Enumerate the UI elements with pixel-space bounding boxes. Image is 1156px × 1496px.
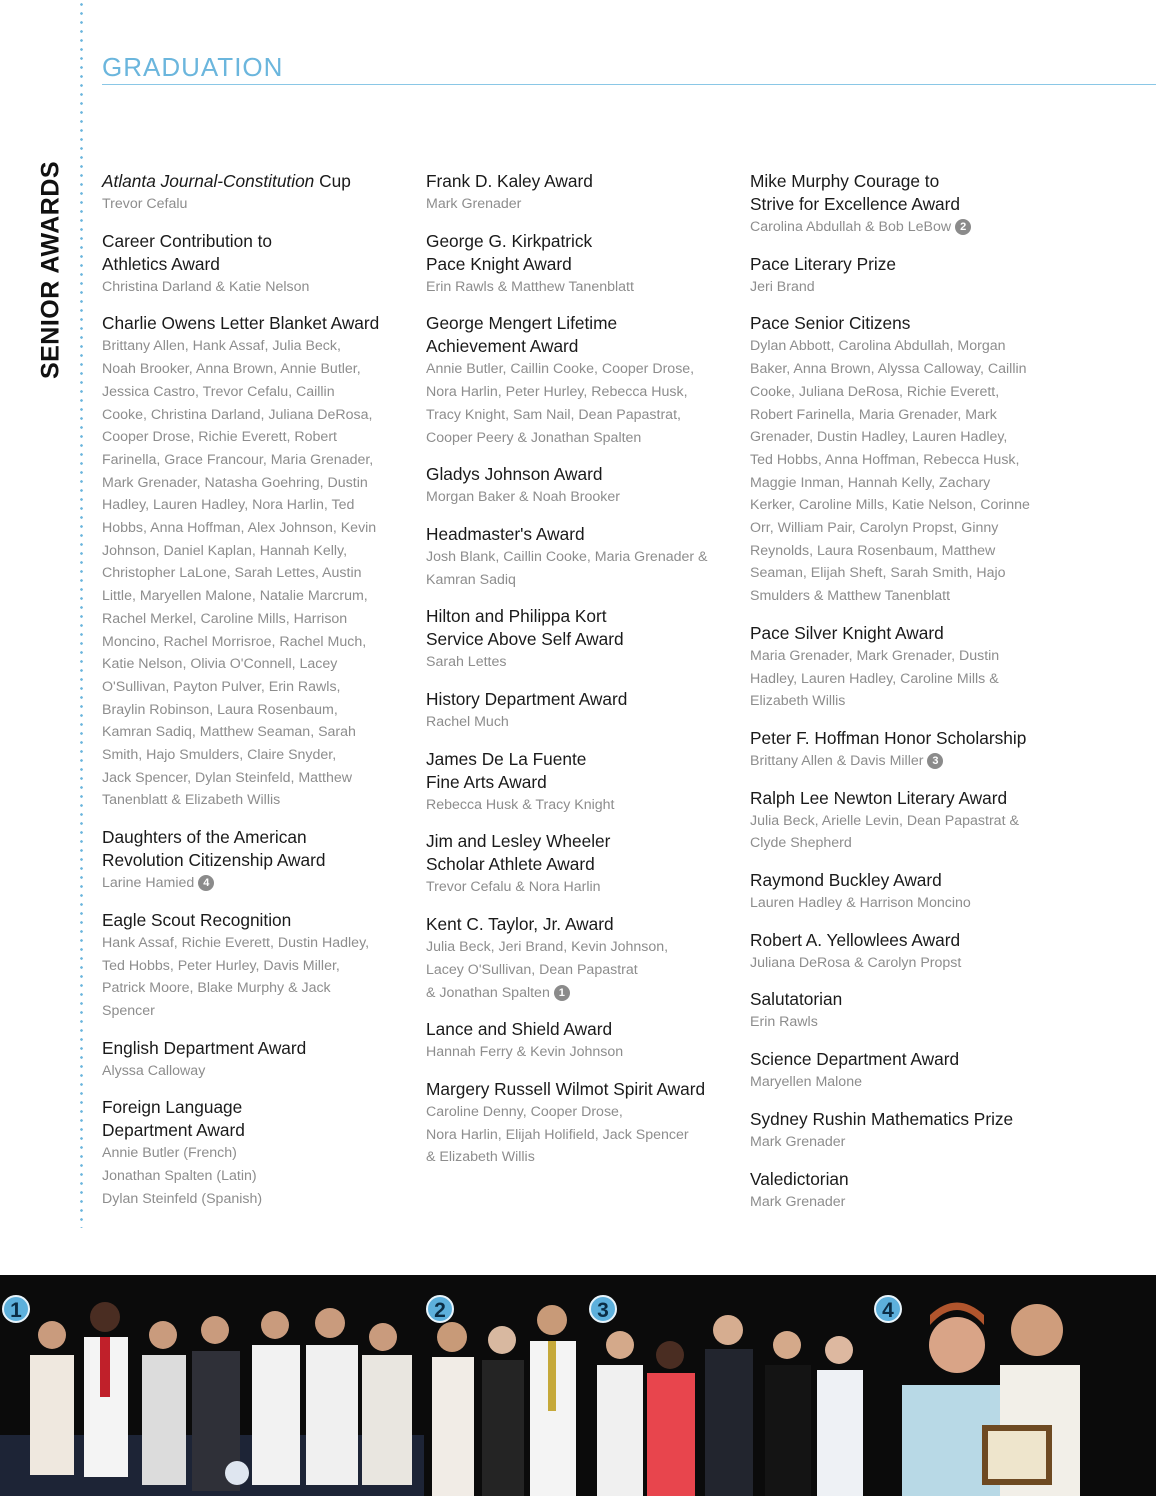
recipient-line: Julia Beck, Arielle Levin, Dean Papastrat & <box>750 812 1019 829</box>
award-name-text: Pace Silver Knight Award <box>750 622 944 643</box>
award-recipients <box>426 358 738 381</box>
award-name-text: Salutatorian <box>750 989 843 1010</box>
recipient-line: Christina Darland & Katie Nelson <box>102 278 310 295</box>
recipient-line: Ted Hobbs, Anna Hoffman, Rebecca Husk, <box>750 451 1020 468</box>
recipient-line: Cooper Drose, Richie Everett, Robert <box>102 429 337 446</box>
award-name <box>102 312 412 335</box>
award-recipients <box>102 699 412 722</box>
recipient-line: Kamran Sadiq, Matthew Seaman, Sarah <box>102 724 356 741</box>
recipient-line: Hadley, Lauren Hadley, Caroline Mills & <box>750 670 999 687</box>
photo-reference-badge: 1 <box>554 985 570 1001</box>
award-recipients <box>426 794 738 817</box>
award-recipients <box>750 892 1056 915</box>
award-recipients <box>426 546 738 569</box>
award-name-text: Margery Russell Wilmot Spirit Award <box>426 1078 706 1099</box>
recipient-line: Rebecca Husk & Tracy Knight <box>426 796 615 813</box>
recipient-line: Alyssa Calloway <box>102 1062 206 1079</box>
award-recipients <box>102 193 412 216</box>
award-name: Achievement Award <box>426 336 579 357</box>
award-recipients <box>426 936 738 959</box>
recipient-line: & Elizabeth Willis <box>426 1149 535 1166</box>
recipient-line: Trevor Cefalu <box>102 196 188 212</box>
award-photo-2 <box>424 1275 587 1496</box>
award-recipients <box>750 562 1056 585</box>
award-recipients <box>750 517 1056 540</box>
award-recipients <box>426 1124 738 1147</box>
award-recipients <box>750 832 1056 855</box>
recipient-line: Patrick Moore, Blake Murphy & Jack <box>102 980 331 997</box>
award-entry <box>750 787 1056 855</box>
awards-column-2 <box>426 170 738 1183</box>
dotted-divider <box>80 0 83 1228</box>
recipient-line: Brittany Allen, Hank Assaf, Julia Beck, <box>102 338 341 355</box>
award-recipients <box>750 1011 1056 1034</box>
award-entry <box>102 909 412 1023</box>
award-recipients <box>102 381 412 404</box>
award-recipients <box>102 744 412 767</box>
recipient-line: Smith, Hajo Smulders, Claire Snyder, <box>102 747 337 764</box>
award-entry <box>426 913 738 1004</box>
award-name <box>426 463 738 486</box>
recipient-line: Tanenblatt & Elizabeth Willis <box>102 792 281 809</box>
recipient-line: Kerker, Caroline Mills, Katie Nelson, Corinne <box>750 497 1030 514</box>
award-name: Athletics Award <box>102 253 220 274</box>
award-recipients <box>750 276 1056 299</box>
award-entry <box>102 1037 412 1083</box>
award-recipients <box>102 1165 412 1188</box>
award-entry <box>426 688 738 734</box>
photo-1-image <box>0 1275 424 1496</box>
award-name: Daughters of the American <box>102 827 307 848</box>
photo-number-1: 1 <box>2 1295 30 1323</box>
recipient-line: Erin Rawls & Matthew Tanenblatt <box>426 278 634 295</box>
award-recipients <box>102 608 412 631</box>
award-name: Pace Knight Award <box>426 253 572 274</box>
recipient-line: Mark Grenader <box>426 196 522 212</box>
award-recipients <box>102 872 412 895</box>
award-recipients <box>102 955 412 978</box>
recipient-line: Seaman, Elijah Sheft, Sarah Smith, Hajo <box>750 565 1006 582</box>
award-name <box>750 869 1056 892</box>
award-entry <box>426 748 738 817</box>
award-name-text: Charlie Owens Letter Blanket Award <box>102 313 380 334</box>
award-name: Mike Murphy Courage to <box>750 171 940 191</box>
award-entry <box>426 312 738 449</box>
award-entry <box>102 826 412 895</box>
award-name <box>426 170 738 193</box>
award-entry <box>750 622 1056 713</box>
recipient-line: Jack Spencer, Dylan Steinfeld, Matthew <box>102 769 352 786</box>
award-recipients <box>102 585 412 608</box>
recipient-line: Hank Assaf, Richie Everett, Dustin Hadley, <box>102 934 370 951</box>
award-name: Career Contribution to <box>102 230 273 251</box>
award-recipients <box>102 276 412 299</box>
award-recipients <box>426 711 738 734</box>
award-recipients <box>750 335 1056 358</box>
award-name <box>102 909 412 932</box>
recipient-line: Noah Brooker, Anna Brown, Annie Butler, <box>102 361 361 378</box>
photo-reference-badge: 3 <box>927 753 943 769</box>
award-recipients <box>426 381 738 404</box>
award-photo-3 <box>587 1275 872 1496</box>
recipient-line: Annie Butler (French) <box>102 1145 237 1162</box>
award-name-text: Robert A. Yellowlees Award <box>750 929 961 950</box>
award-recipients <box>426 651 738 674</box>
recipient-line: Elizabeth Willis <box>750 693 846 710</box>
award-recipients <box>750 358 1056 381</box>
award-recipients <box>102 517 412 540</box>
recipient-line: Larine Hamied <box>102 875 195 892</box>
award-recipients <box>102 789 412 812</box>
award-recipients <box>750 585 1056 608</box>
award-recipients <box>750 1191 1056 1214</box>
recipient-line: Mark Grenader <box>750 1193 846 1210</box>
award-recipients <box>426 1041 738 1064</box>
award-name-text: English Department Award <box>102 1037 307 1058</box>
recipient-line: Cooke, Juliana DeRosa, Richie Everett, <box>750 383 1000 400</box>
award-recipients <box>750 381 1056 404</box>
awards-column-3 <box>750 170 1056 1227</box>
recipient-line: Braylin Robinson, Laura Rosenbaum, <box>102 701 338 718</box>
award-name <box>750 727 1056 750</box>
recipient-line: O'Sullivan, Payton Pulver, Erin Rawls, <box>102 678 341 695</box>
recipient-line: Robert Farinella, Maria Grenader, Mark <box>750 406 997 423</box>
photo-4-image <box>872 1275 1156 1496</box>
photo-strip <box>0 1275 1156 1496</box>
award-entry <box>750 929 1056 975</box>
award-name-text: Ralph Lee Newton Literary Award <box>750 787 1008 808</box>
award-recipients <box>750 494 1056 517</box>
award-name <box>426 688 738 711</box>
award-recipients <box>102 977 412 1000</box>
award-name: George Mengert Lifetime <box>426 313 618 334</box>
award-recipients <box>750 690 1056 713</box>
award-name: Jim and Lesley Wheeler <box>426 831 611 852</box>
award-recipients <box>102 358 412 381</box>
award-recipients <box>102 767 412 790</box>
recipient-line: Orr, William Pair, Carolyn Propst, Ginny <box>750 520 999 537</box>
award-entry <box>750 1108 1056 1154</box>
award-recipients <box>426 404 738 427</box>
award-recipients <box>102 653 412 676</box>
award-name-text: Pace Senior Citizens <box>750 313 911 334</box>
award-recipients <box>102 676 412 699</box>
awards-column-1 <box>102 170 412 1225</box>
award-recipients <box>426 959 738 982</box>
recipient-line: Moncino, Rachel Morrisroe, Rachel Much, <box>102 633 367 650</box>
recipient-line: Katie Nelson, Olivia O'Connell, Lacey <box>102 656 338 673</box>
award-recipients <box>750 449 1056 472</box>
award-recipients <box>102 932 412 955</box>
award-name-text: Frank D. Kaley Award <box>426 171 593 191</box>
award-name-text: Headmaster's Award <box>426 523 585 544</box>
award-recipients <box>750 668 1056 691</box>
recipient-line: Ted Hobbs, Peter Hurley, Davis Miller, <box>102 957 340 974</box>
award-recipients <box>102 562 412 585</box>
award-entry <box>750 988 1056 1034</box>
award-entry <box>750 170 1056 239</box>
recipient-line: Kamran Sadiq <box>426 571 516 588</box>
recipient-line: Carolina Abdullah & Bob LeBow <box>750 219 952 235</box>
award-recipients <box>426 486 738 509</box>
award-name: Department Award <box>102 1120 245 1141</box>
award-entry <box>426 1018 738 1064</box>
award-name-text: Gladys Johnson Award <box>426 464 603 485</box>
section-label: SENIOR AWARDS <box>36 160 65 380</box>
award-name <box>750 1048 1056 1071</box>
award-entry <box>426 1078 738 1169</box>
recipient-line: Smulders & Matthew Tanenblatt <box>750 588 951 605</box>
award-recipients <box>750 645 1056 668</box>
recipient-line: Sarah Lettes <box>426 654 507 671</box>
award-recipients <box>102 1000 412 1023</box>
award-recipients <box>426 276 738 299</box>
recipient-line: Grenader, Dustin Hadley, Lauren Hadley, <box>750 429 1008 446</box>
award-recipients <box>102 1142 412 1165</box>
photo-number-4: 4 <box>874 1295 902 1323</box>
recipient-line: Dylan Abbott, Carolina Abdullah, Morgan <box>750 338 1006 355</box>
award-recipients <box>426 427 738 450</box>
award-entry <box>750 727 1056 773</box>
award-name-text: Kent C. Taylor, Jr. Award <box>426 914 614 935</box>
award-name: Revolution Citizenship Award <box>102 850 326 871</box>
award-entry <box>426 230 738 299</box>
award-entry <box>102 230 412 299</box>
award-recipients <box>750 750 1056 773</box>
recipient-line: Hannah Ferry & Kevin Johnson <box>426 1044 624 1061</box>
recipient-line: Cooper Peery & Jonathan Spalten <box>426 429 642 446</box>
award-recipients <box>102 472 412 495</box>
recipient-line: Mark Grenader, Natasha Goehring, Dustin <box>102 474 368 491</box>
recipient-line: Lauren Hadley & Harrison Moncino <box>750 895 971 912</box>
recipient-line: Lacey O'Sullivan, Dean Papastrat <box>426 961 638 978</box>
award-recipients <box>426 569 738 592</box>
award-recipients <box>426 1101 738 1124</box>
award-name-text: Cup <box>314 171 351 191</box>
recipient-line: Maria Grenader, Mark Grenader, Dustin <box>750 647 1000 664</box>
award-entry <box>102 1096 412 1210</box>
recipient-line: Spencer <box>102 1002 155 1019</box>
award-recipients <box>102 631 412 654</box>
award-name <box>750 1108 1056 1131</box>
award-entry <box>426 463 738 509</box>
award-name <box>426 1078 738 1101</box>
recipient-line: Clyde Shepherd <box>750 835 852 852</box>
award-recipients <box>102 540 412 563</box>
award-entry <box>750 869 1056 915</box>
header-rule <box>102 84 1156 85</box>
award-name <box>750 253 1056 276</box>
recipient-line: Juliana DeRosa & Carolyn Propst <box>750 954 962 971</box>
award-photo-4 <box>872 1275 1156 1496</box>
recipient-line: Jessica Castro, Trevor Cefalu, Caillin <box>102 383 335 400</box>
award-name-text: Pace Literary Prize <box>750 253 896 274</box>
photo-reference-badge: 4 <box>198 875 214 891</box>
award-name-text: Raymond Buckley Award <box>750 870 942 891</box>
award-name-text: Eagle Scout Recognition <box>102 909 292 930</box>
page-title: GRADUATION <box>102 52 284 82</box>
award-name: Fine Arts Award <box>426 771 547 792</box>
award-name: George G. Kirkpatrick <box>426 230 593 251</box>
award-name <box>750 929 1056 952</box>
award-name-text: History Department Award <box>426 689 628 710</box>
photo-reference-badge: 2 <box>955 219 971 235</box>
recipient-line: Annie Butler, Caillin Cooke, Cooper Drose, <box>426 361 695 378</box>
award-name <box>426 1018 738 1041</box>
award-name-text: Peter F. Hoffman Honor Scholarship <box>750 727 1027 748</box>
award-name: Hilton and Philippa Kort <box>426 606 607 627</box>
award-recipients <box>426 1146 738 1169</box>
recipient-line: & Jonathan Spalten <box>426 984 550 1001</box>
award-recipients <box>750 1131 1056 1154</box>
recipient-line: Caroline Denny, Cooper Drose, <box>426 1103 623 1120</box>
award-recipients <box>102 1188 412 1211</box>
award-entry <box>102 170 412 216</box>
recipient-line: Hobbs, Anna Hoffman, Alex Johnson, Kevin <box>102 520 377 537</box>
recipient-line: Josh Blank, Caillin Cooke, Maria Grenader & <box>426 548 708 565</box>
recipient-line: Trevor Cefalu & Nora Harlin <box>426 879 601 896</box>
award-name <box>750 787 1056 810</box>
recipient-line: Erin Rawls <box>750 1014 818 1031</box>
award-name <box>102 170 412 193</box>
award-name-text: Science Department Award <box>750 1049 960 1070</box>
award-name <box>750 988 1056 1011</box>
award-entry <box>426 523 738 591</box>
recipient-line: Reynolds, Laura Rosenbaum, Matthew <box>750 542 996 559</box>
award-recipients <box>102 335 412 358</box>
award-recipients <box>426 982 738 1005</box>
award-recipients <box>102 721 412 744</box>
award-name <box>426 523 738 546</box>
award-name <box>750 622 1056 645</box>
award-name <box>102 1037 412 1060</box>
photo-number-3: 3 <box>589 1295 617 1323</box>
award-name: Strive for Excellence Award <box>750 194 961 214</box>
award-entry <box>750 1168 1056 1214</box>
award-entry <box>750 1048 1056 1094</box>
award-recipients <box>102 449 412 472</box>
recipient-line: Nora Harlin, Elijah Holifield, Jack Spencer <box>426 1126 689 1143</box>
award-name <box>426 913 738 936</box>
award-recipients <box>426 193 738 216</box>
award-recipients <box>102 1060 412 1083</box>
recipient-line: Morgan Baker & Noah Brooker <box>426 489 620 506</box>
award-entry <box>426 605 738 674</box>
award-entry <box>102 312 412 812</box>
photo-number-2: 2 <box>426 1295 454 1323</box>
recipient-line: Baker, Anna Brown, Alyssa Calloway, Caillin <box>750 361 1027 378</box>
award-entry <box>426 170 738 216</box>
award-name-text: Lance and Shield Award <box>426 1019 613 1040</box>
recipient-line: Rachel Much <box>426 714 509 731</box>
award-recipients <box>750 216 1056 239</box>
award-name: Scholar Athlete Award <box>426 854 595 875</box>
recipient-line: Cooke, Christina Darland, Juliana DeRosa, <box>102 406 373 423</box>
recipient-line: Julia Beck, Jeri Brand, Kevin Johnson, <box>426 939 669 956</box>
award-name-italic: Atlanta Journal-Constitution <box>102 171 315 191</box>
recipient-line: Nora Harlin, Peter Hurley, Rebecca Husk, <box>426 384 688 401</box>
recipient-line: Maryellen Malone <box>750 1074 862 1091</box>
recipient-line: Hadley, Lauren Hadley, Nora Harlin, Ted <box>102 497 355 514</box>
award-recipients <box>750 472 1056 495</box>
recipient-line: Maggie Inman, Hannah Kelly, Zachary <box>750 474 991 491</box>
award-name-text: Valedictorian <box>750 1168 849 1189</box>
award-recipients <box>750 540 1056 563</box>
award-recipients <box>102 404 412 427</box>
recipient-line: Dylan Steinfeld (Spanish) <box>102 1190 263 1207</box>
recipient-line: Farinella, Grace Francour, Maria Grenader, <box>102 451 374 468</box>
award-recipients <box>750 426 1056 449</box>
award-name-text: Sydney Rushin Mathematics Prize <box>750 1108 1014 1129</box>
award-recipients <box>102 494 412 517</box>
recipient-line: Jeri Brand <box>750 278 815 295</box>
award-entry <box>750 253 1056 299</box>
recipient-line: Rachel Merkel, Caroline Mills, Harrison <box>102 610 348 627</box>
award-name <box>750 312 1056 335</box>
award-name: James De La Fuente <box>426 748 587 769</box>
recipient-line: Brittany Allen & Davis Miller <box>750 752 924 769</box>
award-recipients <box>750 404 1056 427</box>
award-recipients <box>750 1071 1056 1094</box>
recipient-line: Little, Maryellen Malone, Natalie Marcrum, <box>102 588 368 605</box>
recipient-line: Mark Grenader <box>750 1133 846 1150</box>
award-recipients <box>750 952 1056 975</box>
recipient-line: Johnson, Daniel Kaplan, Hannah Kelly, <box>102 542 348 559</box>
award-entry <box>750 312 1056 607</box>
award-recipients <box>102 426 412 449</box>
award-name: Foreign Language <box>102 1097 243 1118</box>
page-header <box>102 50 1156 85</box>
recipient-line: Tracy Knight, Sam Nail, Dean Papastrat, <box>426 406 681 423</box>
photo-3-image <box>587 1275 872 1496</box>
award-recipients <box>426 876 738 899</box>
award-name <box>750 1168 1056 1191</box>
award-name: Service Above Self Award <box>426 629 624 650</box>
recipient-line: Christopher LaLone, Sarah Lettes, Austin <box>102 565 362 582</box>
recipient-line: Jonathan Spalten (Latin) <box>102 1168 257 1185</box>
award-photo-1 <box>0 1275 424 1496</box>
award-entry <box>426 830 738 899</box>
award-recipients <box>750 810 1056 833</box>
